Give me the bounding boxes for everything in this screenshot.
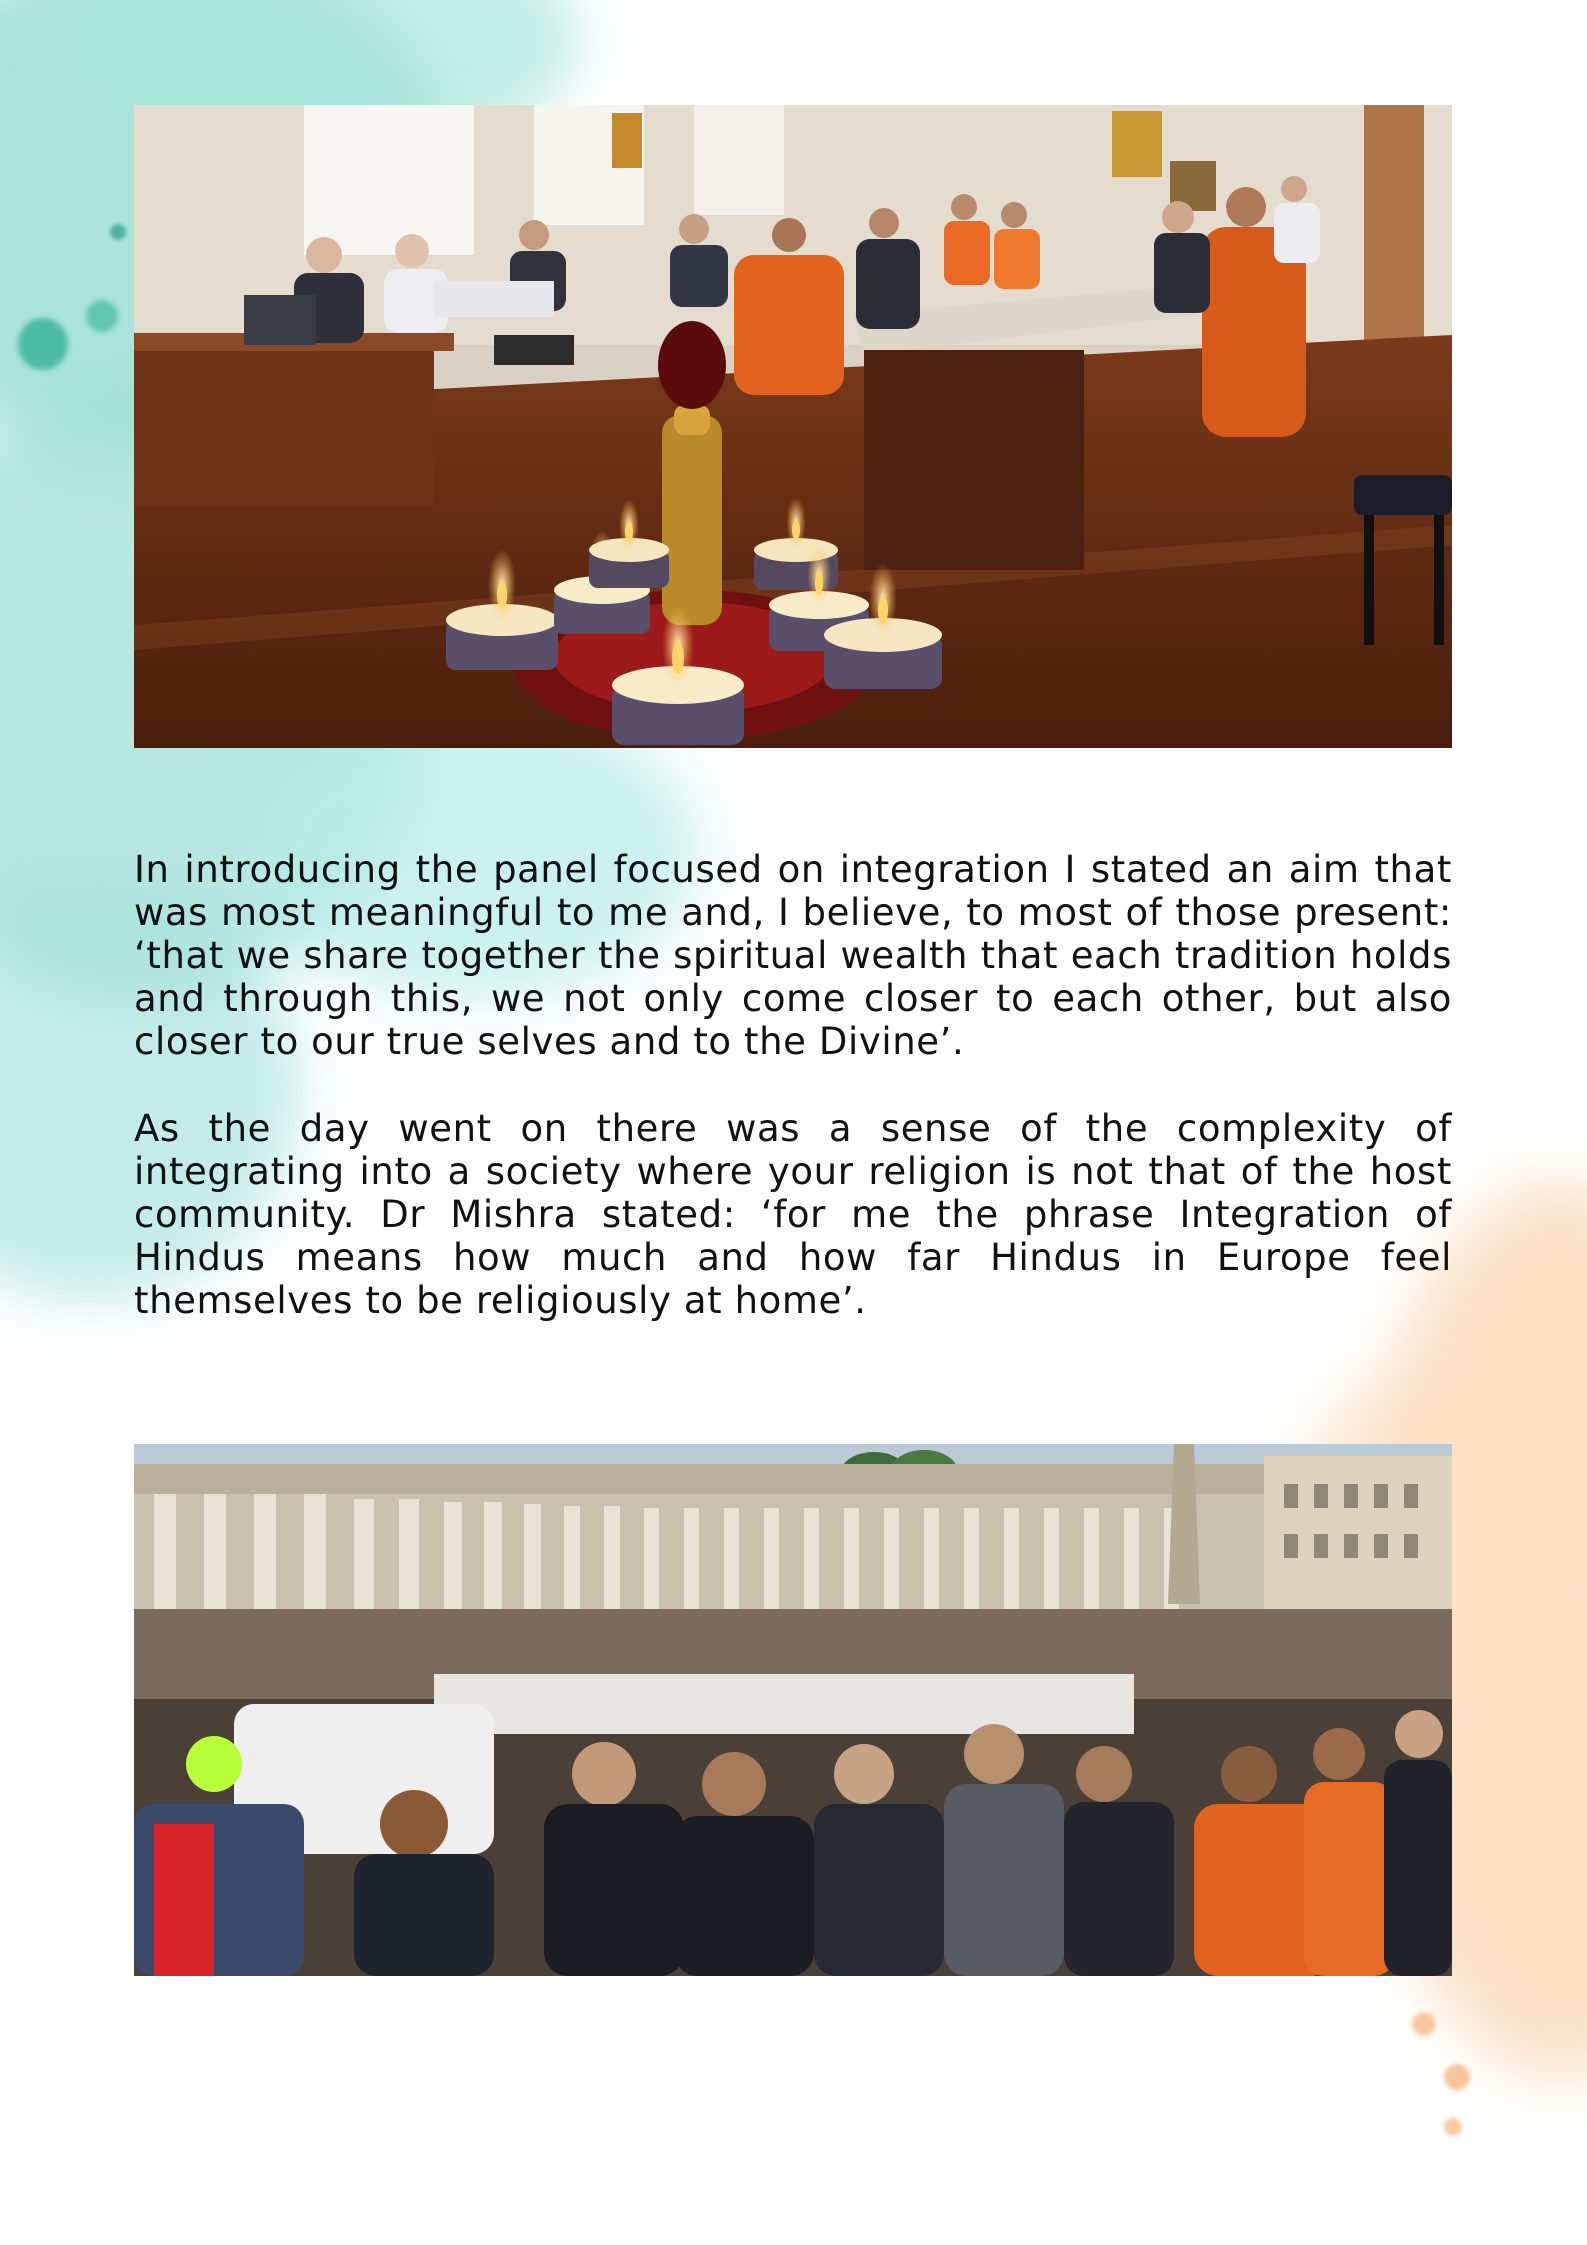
peach-paint-splash xyxy=(1412,2012,1436,2036)
peach-paint-splash xyxy=(1444,2064,1470,2090)
st-peters-square-crowd-photo xyxy=(134,1444,1452,1976)
teal-paint-splash xyxy=(110,224,126,240)
conference-meeting-photo xyxy=(134,105,1452,748)
teal-paint-splash xyxy=(18,318,68,370)
peach-paint-splash xyxy=(1444,2118,1462,2136)
integration-paragraph: As the day went on there was a sense of the complexity of integrating into a society where your religion is not that of the host community. Dr Mishra stated: ‘for me the phrase Integration of Hindus means how much and how far Hindus in Europe feel themselves to be religiously at home’. xyxy=(134,1107,1452,1322)
teal-paint-splash xyxy=(86,300,118,332)
intro-paragraph: In introducing the panel focused on integration I stated an aim that was most meaningful to me and, I believe, to most of those present: ‘that we share together the spiritual wealth that each tradition holds and through this, we not only come closer to each other, but also closer to our true selves and to the Divine’. xyxy=(134,848,1452,1063)
